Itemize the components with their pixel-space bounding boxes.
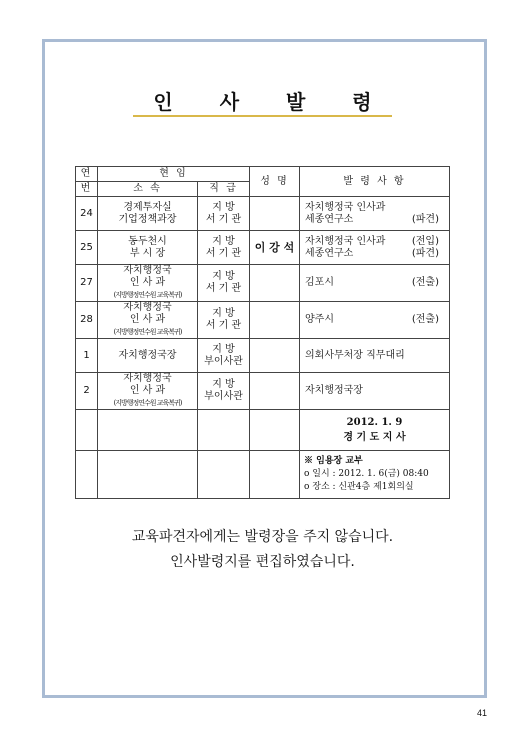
rank-cell [198,265,250,302]
order-line: 자치행정국 인사과 [305,201,386,213]
empty-cell [98,451,198,499]
empty-cell [76,451,98,499]
table-row [76,373,450,410]
ceremony-place: o 장소 : 신관4층 제1회의실 [304,482,414,492]
rank-line: 지 방 [212,271,235,282]
header-current-post: 현 임 [98,167,250,182]
affiliation-note: (지방행정연수원 교육복귀) [113,328,182,336]
affiliation-line: 자치행정국 [123,373,172,384]
order-cell [300,231,450,265]
affiliation-cell [98,197,198,231]
year-cell: 28 [76,302,98,339]
notice-message [0,525,525,575]
header-affiliation: 소 속 [98,182,198,197]
empty-cell [198,410,250,451]
name-cell: 이 강 석 [250,231,300,265]
personnel-order-table [75,166,450,499]
header-year-1: 연 [76,167,98,182]
empty-cell [98,410,198,451]
order-cell: 의회사무처장 직무대리 [300,339,450,373]
year-cell: 24 [76,197,98,231]
ceremony-heading: ※ 임용장 교부 [304,456,363,466]
order-text: 세종연구소 [305,247,354,259]
ceremony-time: o 일시 : 2012. 1. 6(금) 08:40 [304,469,429,479]
year-cell: 25 [76,231,98,265]
rank-line: 서 기 관 [205,213,242,225]
ceremony-cell [300,451,450,499]
order-line [305,236,449,248]
affiliation-line: 인 사 과 [129,314,166,325]
empty-cell [250,410,300,451]
rank-line: 부이사관 [204,391,243,402]
order-line [305,248,449,260]
header-year-2: 번 [76,182,98,197]
order-note: (전입) [411,235,439,247]
affiliation-line: 동두천시 [128,235,167,247]
rank-line: 지 방 [212,235,235,247]
name-cell [250,197,300,231]
rank-line: 지 방 [212,308,235,319]
name-cell [250,302,300,339]
rank-line: 서 기 관 [205,283,242,294]
affiliation-note: (지방행정연수원 교육복귀) [113,291,182,299]
rank-line: 부이사관 [204,355,243,367]
order-note: (파견) [411,247,439,259]
table-row [76,339,450,373]
affiliation-line: 자치행정국 [123,265,172,276]
rank-cell [198,197,250,231]
affiliation-cell: 자치행정국장 [98,339,198,373]
order-text: 김포시 [305,277,334,288]
table-row [76,265,450,302]
table-row [76,197,450,231]
order-note: (파견) [411,213,439,225]
name-cell [250,265,300,302]
order-line [305,214,449,226]
table-header-row-1 [76,167,450,182]
year-cell: 1 [76,339,98,373]
rank-line: 서 기 관 [205,320,242,331]
rank-cell [198,339,250,373]
rank-cell [198,231,250,265]
affiliation-cell [98,231,198,265]
affiliation-cell [98,302,198,339]
affiliation-note: (지방행정연수원 교육복귀) [113,399,182,407]
year-cell: 2 [76,373,98,410]
affiliation-cell [98,373,198,410]
issue-row [76,410,450,451]
order-text: 자치행정국 인사과 [305,235,386,247]
header-rank: 직 급 [198,182,250,197]
title-text: 인 사 발 령 [133,90,391,117]
year-cell: 27 [76,265,98,302]
order-cell [300,197,450,231]
empty-cell [198,451,250,499]
affiliation-line: 인 사 과 [129,277,166,288]
order-text: 양주시 [305,314,334,325]
affiliation-cell [98,265,198,302]
empty-cell [250,451,300,499]
affiliation-line: 자치행정국 [123,302,172,313]
table-row [76,302,450,339]
rank-cell [198,373,250,410]
name-cell [250,339,300,373]
order-line [305,314,449,326]
page-number: 41 [476,708,487,718]
header-order: 발 령 사 항 [300,167,450,197]
affiliation-line: 기업정책과장 [118,213,177,225]
order-cell [300,302,450,339]
notice-line-2: 인사발령지를 편집하였습니다. [170,554,355,570]
table-row [76,231,450,265]
affiliation-line: 경제투자실 [123,201,172,213]
issuer: 경 기 도 지 사 [343,432,406,443]
rank-line: 지 방 [212,379,235,390]
ceremony-row [76,451,450,499]
order-note: (전출) [411,277,439,288]
notice-line-1: 교육파견자에게는 발령장을 주지 않습니다. [131,529,394,545]
rank-line: 지 방 [212,343,235,355]
affiliation-line: 인 사 과 [129,385,166,396]
affiliation-line: 부 시 장 [129,247,166,259]
name-cell [250,373,300,410]
empty-cell [76,410,98,451]
order-note: (전출) [411,314,439,325]
header-name: 성 명 [250,167,300,197]
order-cell: 자치행정국장 [300,373,450,410]
issue-date: 2012. 1. 9 [346,417,403,428]
rank-line: 지 방 [212,201,235,213]
document-title [0,86,525,115]
rank-cell [198,302,250,339]
order-text: 세종연구소 [305,213,354,225]
order-line [305,277,449,289]
issue-cell [300,410,450,451]
order-cell [300,265,450,302]
rank-line: 서 기 관 [205,247,242,259]
